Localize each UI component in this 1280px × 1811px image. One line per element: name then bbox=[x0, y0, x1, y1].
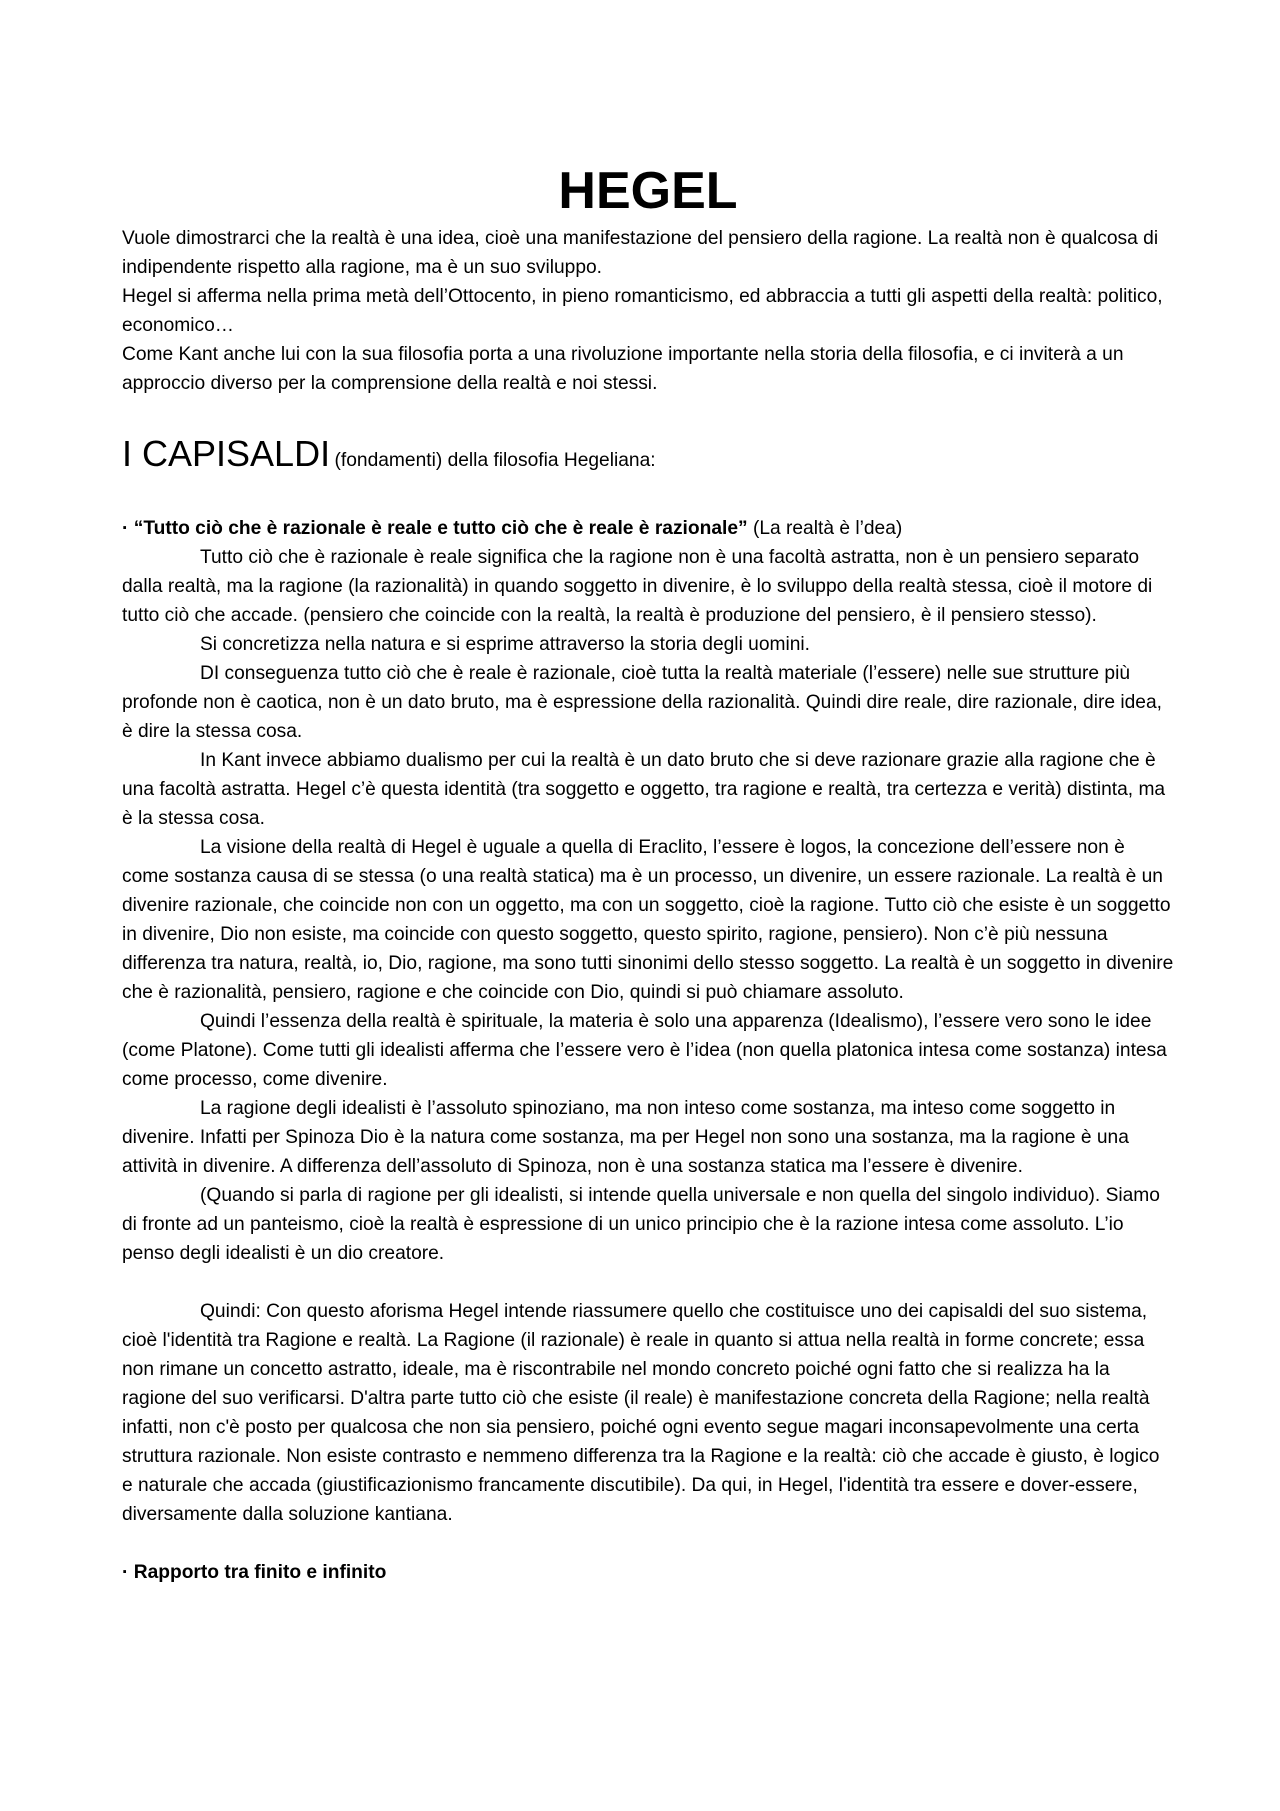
bullet-heading bbox=[122, 514, 1174, 543]
aphorism-note: (La realtà è l’dea) bbox=[752, 518, 903, 539]
body-paragraph: DI conseguenza tutto ciò che è reale è razionale, cioè tutta la realtà materiale (l’essere) nelle sue strutture più profonde non è caotica, non è un dato bruto, ma è espressione della razionalità. Quindi dire reale, dire razionale, dire idea, è dire la stessa cosa. bbox=[122, 663, 1162, 742]
page-title: HEGEL bbox=[558, 162, 738, 220]
section-point-title: Rapporto tra finito e infinito bbox=[133, 1562, 387, 1583]
body-paragraph: In Kant invece abbiamo dualismo per cui la realtà è un dato bruto che si deve razionare grazie alla ragione che è una facoltà astratta. Hegel c’è questa identità (tra soggetto e oggetto, tra ragione e realtà, tra certezza e verità) distinta, ma è la stessa cosa. bbox=[122, 750, 1166, 829]
section-heading-subtitle: (fondamenti) della filosofia Hegeliana: bbox=[334, 450, 656, 471]
intro-paragraph: Vuole dimostrarci che la realtà è una idea, cioè una manifestazione del pensiero della ragione. La realtà non è qualcosa di indipendente rispetto alla ragione, ma è un suo sviluppo. bbox=[122, 228, 1159, 278]
body-paragraph: Tutto ciò che è razionale è reale significa che la ragione non è una facoltà astratta, non è un pensiero separato dalla realtà, ma la ragione (la razionalità) in quando soggetto in divenire, è lo sviluppo della realtà stessa, cioè il motore di tutto ciò che accade. (pensiero che coincide con la realtà, la realtà è produzione del pensiero, è il pensiero stesso). bbox=[122, 547, 1153, 626]
section-heading-title: I CAPISALDI bbox=[122, 433, 331, 474]
summary-paragraph: Quindi: Con questo aforisma Hegel intende riassumere quello che costituisce uno dei capisaldi del suo sistema, cioè l'identità tra Ragione e realtà. La Ragione (il razionale) è reale in quanto si attua nella realtà in forme concrete; essa non rimane un concetto astratto, ideale, ma è riscontrabile nel mondo concreto poiché ogni fatto che si realizza ha la ragione del suo verificarsi. D'altra parte tutto ciò che esiste (il reale) è manifestazione concreta della Ragione; nella realtà infatti, non c'è posto per qualcosa che non sia pensiero, poiché ogni evento segue magari inconsapevolmente una certa struttura razionale. Non esiste contrasto e nemmeno differenza tra la Ragione e la realtà: ciò che accade è giusto, è logico e naturale che accada (giustificazionismo francamente discutibile). Da qui, in Hegel, l'identità tra essere e dover-essere, diversamente dalla soluzione kantiana. bbox=[122, 1301, 1160, 1525]
body-paragraph: La visione della realtà di Hegel è uguale a quella di Eraclito, l’essere è logos, la concezione dell’essere non è come sostanza causa di se stessa (o una realtà statica) ma è un processo, un divenire, un essere razionale. La realtà è un divenire razionale, che coincide non con un oggetto, ma con un soggetto, cioè la ragione. Tutto ciò che esiste è un soggetto in divenire, Dio non esiste, ma coincide con questo soggetto, questo spirito, ragione, pensiero). Non c’è più nessuna differenza tra natura, realtà, io, Dio, ragione, ma sono tutti sinonimi dello stesso soggetto. La realtà è un soggetto in divenire che è razionalità, pensiero, ragione e che coincide con Dio, quindi si può chiamare assoluto. bbox=[122, 837, 1174, 1003]
body-paragraph: (Quando si parla di ragione per gli idealisti, si intende quella universale e non quella del singolo individuo). Siamo di fronte ad un panteismo, cioè la realtà è espressione di un unico principio che è la razione intesa come assoluto. L’io penso degli idealisti è un dio creatore. bbox=[122, 1185, 1160, 1264]
body-paragraph: La ragione degli idealisti è l’assoluto spinoziano, ma non inteso come sostanza, ma inteso come soggetto in divenire. Infatti per Spinoza Dio è la natura come sostanza, ma per Hegel non sono una sostanza, ma la ragione è una attività in divenire. A differenza dell’assoluto di Spinoza, non è una sostanza statica ma l’essere è divenire. bbox=[122, 1098, 1129, 1177]
spacer bbox=[122, 1529, 1174, 1558]
intro-paragraph: Hegel si afferma nella prima metà dell’Ottocento, in pieno romanticismo, ed abbraccia a tutti gli aspetti della realtà: politico, economico… bbox=[122, 286, 1163, 336]
bullet-heading bbox=[122, 1558, 1174, 1587]
intro-paragraph: Come Kant anche lui con la sua filosofia porta a una rivoluzione importante nella storia della filosofia, e ci inviterà a un approccio diverso per la comprensione della realtà e noi stessi. bbox=[122, 344, 1124, 394]
aphorism-title: “Tutto ciò che è razionale è reale e tutto ciò che è reale è razionale” bbox=[133, 518, 748, 539]
body-paragraph: Quindi l’essenza della realtà è spirituale, la materia è solo una apparenza (Idealismo), l’essere vero sono le idee (come Platone). Come tutti gli idealisti afferma che l’essere vero è l’idea (non quella platonica intesa come sostanza) intesa come processo, come divenire. bbox=[122, 1011, 1167, 1090]
spacer bbox=[122, 484, 1174, 514]
spacer bbox=[122, 1268, 1174, 1297]
body-paragraph: Si concretizza nella natura e si esprime attraverso la storia degli uomini. bbox=[200, 634, 811, 655]
bullet-marker: · bbox=[122, 1562, 129, 1583]
bullet-marker: · bbox=[122, 518, 129, 539]
document-body bbox=[122, 160, 1174, 1587]
section-heading bbox=[122, 424, 1174, 484]
